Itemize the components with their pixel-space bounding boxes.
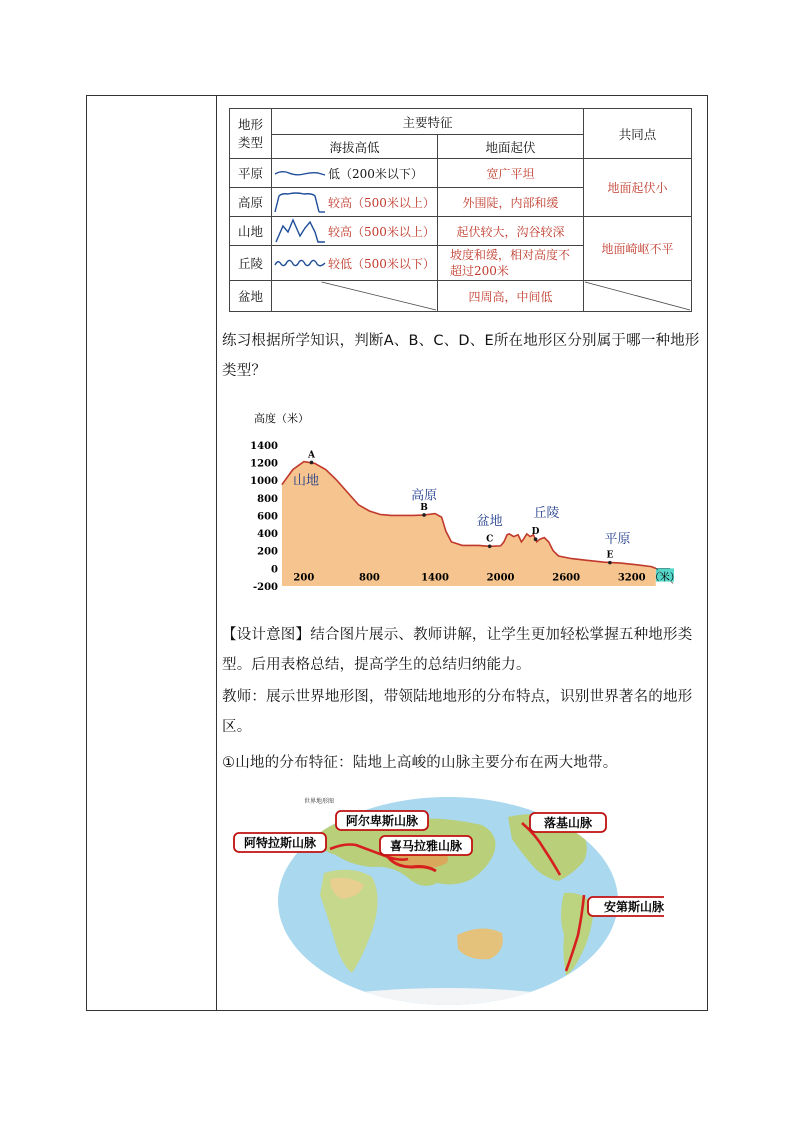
x-tick-label: 800 bbox=[358, 572, 380, 584]
point-label: E bbox=[606, 550, 614, 561]
y-tick-label: 200 bbox=[257, 546, 278, 558]
region-label: 丘陵 bbox=[533, 506, 560, 522]
common-small-relief: 地面起伏小 bbox=[584, 159, 692, 217]
row-relief-hill: 坡度和缓，相对高度不超过200米 bbox=[438, 246, 584, 281]
alt-text-mountain: 较高（500米以上） bbox=[328, 224, 435, 239]
row-name-mountain: 山地 bbox=[230, 217, 272, 246]
y-tick-label: 1400 bbox=[250, 440, 278, 452]
world-terrain-map bbox=[232, 795, 664, 1007]
row-alt-hill bbox=[272, 246, 438, 281]
point-label: B bbox=[420, 502, 428, 513]
region-label: 高原 bbox=[411, 488, 438, 504]
mountain-profile-icon bbox=[274, 218, 326, 244]
map-label: 安第斯山脉 bbox=[603, 900, 664, 914]
common-rugged: 地面崎岖不平 bbox=[584, 217, 692, 281]
header-altitude: 海拔高低 bbox=[272, 135, 438, 159]
header-common: 共同点 bbox=[584, 109, 692, 159]
alt-text-plateau: 较高（500米以上） bbox=[328, 195, 435, 210]
x-tick-label: 1400 bbox=[421, 572, 449, 584]
map-label: 阿特拉斯山脉 bbox=[243, 836, 317, 850]
chart-ylabel: 高度（米） bbox=[254, 412, 309, 425]
row-relief-basin: 四周高，中间低 bbox=[438, 281, 584, 312]
y-tick-label: -200 bbox=[252, 582, 278, 593]
terrain-table bbox=[229, 108, 692, 312]
row-name-hill: 丘陵 bbox=[230, 246, 272, 281]
design-intent-text: 结合图片展示、教师讲解，让学生更加轻松掌握五种地形类型。后用表格总结，提高学生的总结归纳能力。 bbox=[222, 627, 693, 673]
basin-cell-diagonal bbox=[272, 281, 437, 311]
point-marker bbox=[608, 561, 612, 565]
point-marker bbox=[488, 544, 492, 548]
y-tick-label: 400 bbox=[257, 529, 278, 541]
point-marker bbox=[534, 537, 538, 541]
hill-profile-icon bbox=[274, 255, 326, 271]
region-label: 盆地 bbox=[476, 514, 503, 530]
map-caption: 世界地形图 bbox=[304, 798, 335, 805]
region-label: 山地 bbox=[293, 473, 320, 489]
column-divider bbox=[216, 95, 217, 1011]
y-tick-label: 1200 bbox=[250, 458, 278, 470]
header-type bbox=[230, 109, 272, 159]
row-alt-basin bbox=[272, 281, 438, 312]
row-name-plain: 平原 bbox=[230, 159, 272, 188]
y-tick-label: 1000 bbox=[250, 476, 278, 488]
plain-profile-icon bbox=[274, 164, 326, 182]
row-relief-plateau: 外围陡，内部和缓 bbox=[438, 188, 584, 217]
design-intent-title: 【设计意图】 bbox=[222, 627, 311, 643]
row-alt-mountain bbox=[272, 217, 438, 246]
x-tick-label: 3200 bbox=[617, 572, 646, 584]
basin-common-diagonal bbox=[584, 281, 691, 311]
y-tick-label: 600 bbox=[257, 511, 278, 523]
design-intent bbox=[222, 620, 706, 680]
point-marker bbox=[422, 513, 426, 517]
header-relief: 地面起伏 bbox=[438, 135, 584, 159]
header-type-text: 地形类型 bbox=[237, 116, 263, 150]
row-relief-plain: 宽广平坦 bbox=[438, 159, 584, 188]
teacher-text: 教师：展示世界地形图，带领陆地地形的分布特点，识别世界著名的地形区。 bbox=[222, 689, 693, 735]
row-alt-plateau bbox=[272, 188, 438, 217]
terrain-profile-chart bbox=[240, 408, 680, 598]
row-name-basin: 盆地 bbox=[230, 281, 272, 312]
plateau-profile-icon bbox=[274, 190, 326, 214]
map-label: 落基山脉 bbox=[543, 816, 593, 830]
point-label: D bbox=[531, 527, 540, 538]
x-tick-label: 200 bbox=[293, 572, 315, 584]
row-name-plateau: 高原 bbox=[230, 188, 272, 217]
point-label: C bbox=[486, 534, 494, 545]
map-label: 喜马拉雅山脉 bbox=[389, 839, 463, 853]
point-marker bbox=[310, 461, 314, 465]
mountain-distribution-text: ①山地的分布特征：陆地上高峻的山脉主要分布在两大地带。 bbox=[222, 755, 618, 771]
map-label: 阿尔卑斯山脉 bbox=[345, 814, 419, 828]
header-main: 主要特征 bbox=[272, 109, 584, 135]
y-tick-label: 0 bbox=[271, 564, 278, 576]
point-label: A bbox=[308, 450, 316, 461]
practice-question: 练习根据所学知识，判断A、B、C、D、E所在地形区分别属于哪一种地形类型？ bbox=[222, 333, 700, 379]
terrain-area bbox=[282, 462, 656, 586]
y-tick-label: 800 bbox=[257, 493, 278, 505]
x-unit-label: （米） bbox=[649, 572, 680, 584]
row-relief-mountain: 起伏较大，沟谷较深 bbox=[438, 217, 584, 246]
row-alt-plain bbox=[272, 159, 438, 188]
alt-text-plain: 低（200米以下） bbox=[328, 166, 423, 181]
x-tick-label: 2000 bbox=[486, 572, 515, 584]
x-tick-label: 2600 bbox=[552, 572, 581, 584]
alt-text-hill: 较低（500米以下） bbox=[328, 256, 435, 271]
region-label: 平原 bbox=[604, 531, 631, 547]
common-basin-empty bbox=[584, 281, 692, 312]
